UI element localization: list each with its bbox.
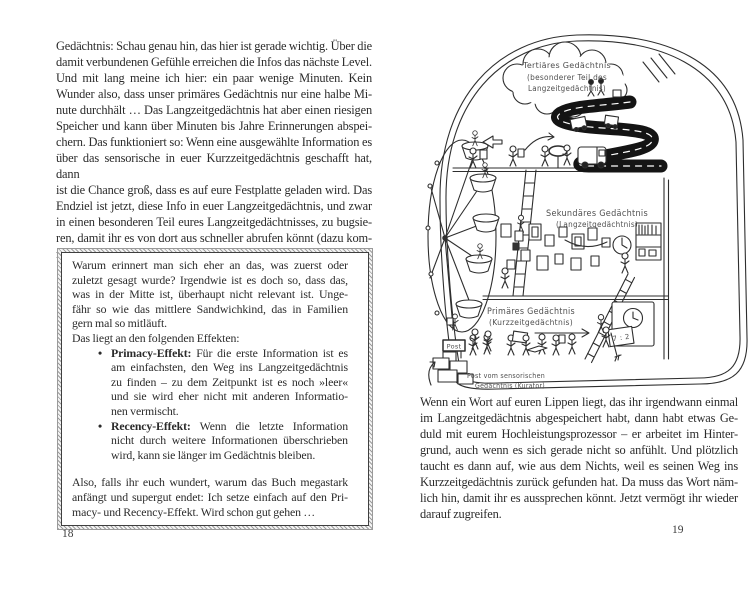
bookshelf xyxy=(636,223,661,260)
left-page-paragraph xyxy=(56,38,372,262)
text-line: Kurzzeitgedächtnis zurück gefunden hat. Da muss das Wort näm- xyxy=(420,475,738,489)
text-line: Also, falls ihr euch wundert, warum das Buch megastark xyxy=(72,475,348,490)
text-line: darauf zugreifen. xyxy=(420,507,502,521)
incoming-arrow xyxy=(429,362,435,385)
score-card-label: 7 : 2 xyxy=(612,332,631,344)
text-line: in einen besonderen Teil eures Langzeitgedächtnisses, zu bugsie- xyxy=(56,215,372,229)
post-caption: Post vom sensorischen xyxy=(467,371,545,380)
text-line: grund, auch wenn es sich gerade nicht so anfühlt. Und plötzlich xyxy=(420,443,738,457)
text-line: macy- und Recency-Effekt. Wird schon gut gehen … xyxy=(72,504,316,519)
text-line: zu finden – zu dem Zeitpunkt ist es noch »leer« xyxy=(111,374,348,389)
right-page-paragraph xyxy=(420,394,738,522)
svg-text:Langzeitgedächtnis): Langzeitgedächtnis) xyxy=(528,84,606,93)
text-line: und sie wird eher nicht mit anderen Informatio- xyxy=(111,389,348,404)
bucket-wheel xyxy=(426,131,499,332)
text-line: Endziel ist jetzt, diese Info in euer Langzeitgedächtnis, und zwar xyxy=(56,199,372,213)
svg-text:(besonderer Teil des: (besonderer Teil des xyxy=(527,73,607,82)
text-line: Primacy-Effekt: Für die erste Information ist es xyxy=(111,345,348,360)
text-line: taucht es dann auf, wie aus dem Nichts, weil es seinen Weg ins xyxy=(420,459,738,473)
text-line: zuletzt gesagt wurde? Irgendwie ist es doch so, dass das, xyxy=(72,272,348,287)
text-line: Gedächtnis: Schau genau hin, das hier ist gerade wichtig. Über die xyxy=(56,39,372,53)
svg-text:Gedächtnis (Kurator): Gedächtnis (Kurator) xyxy=(475,381,545,390)
secondary-memory-label: Sekundäres Gedächtnis xyxy=(546,209,649,219)
text-line: Wunder also, dass unser primäres Gedächtnis nur eine halbe Mi- xyxy=(56,87,372,101)
text-line: im Langzeitgedächtnis abgespeichert habt, dann habt etwas Ge- xyxy=(420,411,738,425)
svg-text:(Langzeitgedächtnis): (Langzeitgedächtnis) xyxy=(556,220,638,229)
curved-arrow xyxy=(525,133,554,150)
text-line: lich hin, damit ihr es aussprechen könnt. Jetzt vermögt ihr wieder xyxy=(420,491,738,505)
bullet-text xyxy=(111,346,348,419)
memory-backpack-illustration xyxy=(425,28,753,398)
text-line: fähr so wie das mittlere Sandwichkind, das in Familien xyxy=(72,301,348,316)
text-line: Speicher und kann über Minuten bis Jahre Erinnerungen abspei- xyxy=(56,119,372,133)
wall-clock xyxy=(613,236,631,254)
text-line: über das sensorische in euer Kurzzeitgedächtnis geschafft hat, dann xyxy=(56,151,372,181)
text-line: was in der Mitte ist, überhaupt nicht relevant ist. Unge- xyxy=(72,287,348,302)
info-box-content xyxy=(61,252,369,526)
text-line: nute durchhält … Das Langzeitgedächtnis hat aber einen riesigen xyxy=(56,103,372,117)
info-box-paragraph-1 xyxy=(72,258,348,331)
page-number-right: 19 xyxy=(672,524,684,536)
text-line: damit verbundenen Gefühle erreichen die Infos das nächste Level. xyxy=(56,55,372,69)
text-line: ren, damit ihr es von dort aus schneller abrufen könnt (dazu kom- xyxy=(56,231,372,245)
room-ceiling xyxy=(483,296,668,300)
inner-right-wall xyxy=(664,178,669,359)
bullet-text xyxy=(111,419,348,463)
dome-hatching xyxy=(643,54,675,82)
text-line: chern. Das funktioniert so: Wenn eine ausgewählte Information es xyxy=(56,135,372,149)
bullet-item-primacy xyxy=(98,346,348,419)
info-box-paragraph-2 xyxy=(72,475,348,519)
svg-text:(Kurzzeitgedächtnis): (Kurzzeitgedächtnis) xyxy=(489,318,573,327)
text-line: anfängt und supergut endet: Ich setze einfach auf den Pri- xyxy=(72,489,348,504)
primary-memory-label: Primäres Gedächtnis xyxy=(487,307,576,317)
text-line: Und mit lang meine ich hier: ein paar wenige Minuten. Kein xyxy=(56,71,372,85)
text-line: gern mal so mitläuft. xyxy=(72,316,167,331)
page-number-left: 18 xyxy=(62,528,74,540)
bullet-marker: • xyxy=(98,345,103,360)
picture-frames xyxy=(501,224,610,270)
tertiary-memory-label: Tertiäres Gedächtnis xyxy=(522,60,611,70)
hanging-line xyxy=(565,240,607,247)
bullet-item-recency xyxy=(98,419,348,463)
text-line: Warum erinnert man sich eher an das, was zuerst oder xyxy=(72,258,348,272)
text-line: duld mit eurem Hochleistungsprozessor – er arbeitet im Hinter- xyxy=(420,427,738,441)
info-box-intro xyxy=(72,331,348,346)
info-box xyxy=(57,248,373,530)
text-line: am einfachsten, den Weg ins Langzeitgedächtnis xyxy=(111,360,348,375)
upper-platform xyxy=(453,133,585,172)
bullet-marker: • xyxy=(98,418,103,433)
text-line: Wenn ein Wort auf euren Lippen liegt, das ihr irgendwann einmal xyxy=(420,395,738,409)
text-line: wird, kann sie länger im Gedächtnis bleiben. xyxy=(111,447,316,462)
text-line: Das liegt an den folgenden Effekten: xyxy=(72,330,240,345)
text-line: nen vermischt. xyxy=(111,403,179,418)
text-line: Recency-Effekt: Wenn die letzte Information xyxy=(111,418,348,433)
text-line: nicht durch weitere Informationen überschrieben xyxy=(111,433,348,448)
text-line: ist die Chance groß, dass es auf eure Festplatte geladen wird. Das xyxy=(56,183,372,197)
post-sign-label: Post xyxy=(446,342,462,351)
